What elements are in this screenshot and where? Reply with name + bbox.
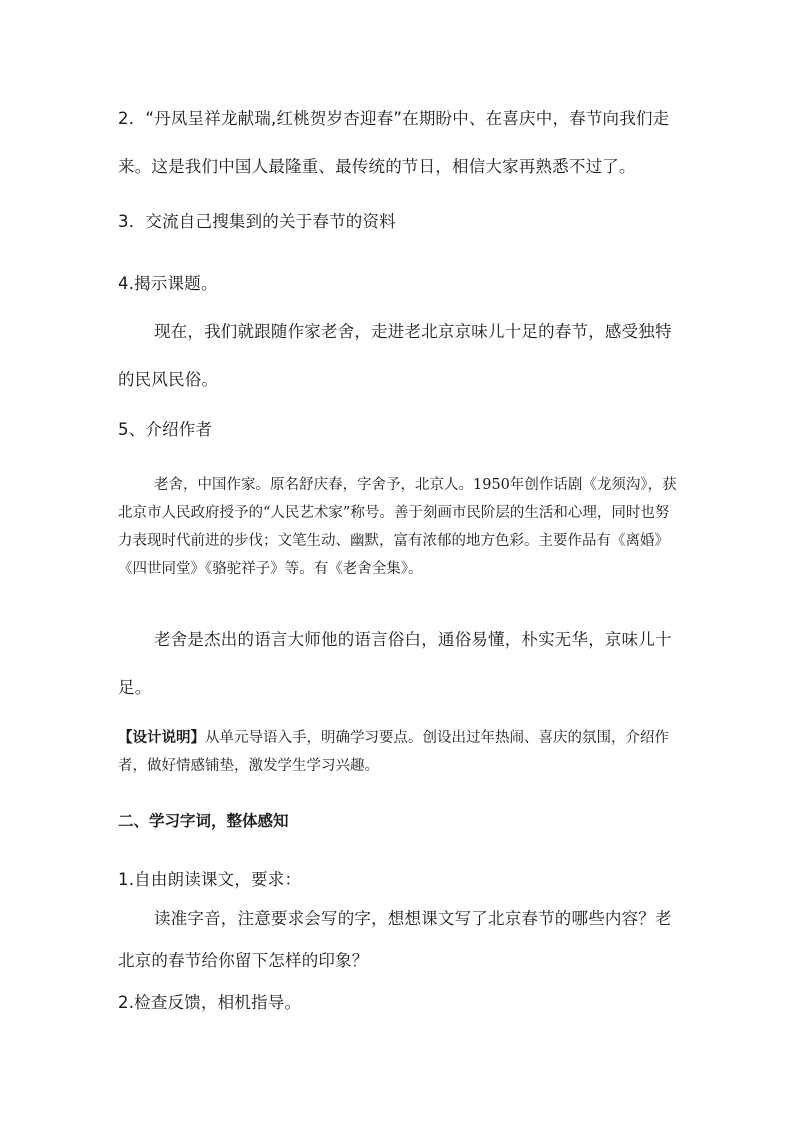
item-4-heading: 4.揭示课题。 — [118, 274, 218, 293]
design-note-label: 【设计说明】 — [118, 730, 205, 746]
section-2-item-2: 2.检查反馈，相机指导。 — [118, 993, 302, 1012]
author-bio-paragraph: 老舍，中国作家。原名舒庆春，字舍予，北京人。1950年创作话剧《龙须沟》，获北京市人民政府授予的“人民艺术家”称号。善于刻画市民阶层的生活和心理，同时也努力表现时代前进的步伐；文笔生动、幽默，富有浓郁的地方色彩。主要作品有《离婚》《四世同堂》《骆驼祥子》等。有《老舍全集》。 — [118, 477, 677, 577]
section-2-heading: 二、学习字词，整体感知 — [118, 812, 289, 830]
section-2-item-1-text: 读准字音，注意要求会写的字，想想课文写了北京春节的哪些内容？老北京的春节给你留下怎样的印象？ — [118, 909, 672, 970]
item-2-paragraph: 2．“丹凤呈祥龙献瑞,红桃贺岁杏迎春”在期盼中、在喜庆中，春节向我们走来。这是我们中国人最隆重、最传统的节日，相信大家再熟悉不过了。 — [118, 109, 670, 176]
language-note-paragraph: 老舍是杰出的语言大师他的语言俗白，通俗易懂，朴实无华，京味儿十足。 — [118, 630, 672, 697]
section-2-item-1: 1.自由朗读课文，要求： — [118, 870, 302, 889]
design-note-paragraph — [118, 724, 683, 780]
item-3-paragraph: 3．交流自己搜集到的关于春节的资料 — [118, 212, 396, 231]
item-5-heading: 5、介绍作者 — [118, 420, 213, 439]
design-note-text: 从单元导语入手，明确学习要点。创设出过年热闹、喜庆的氛围，介绍作者，做好情感铺垫，激发学生学习兴趣。 — [118, 730, 669, 774]
item-4-text: 现在，我们就跟随作家老舍，走进老北京京味儿十足的春节，感受独特的民风民俗。 — [118, 322, 672, 389]
